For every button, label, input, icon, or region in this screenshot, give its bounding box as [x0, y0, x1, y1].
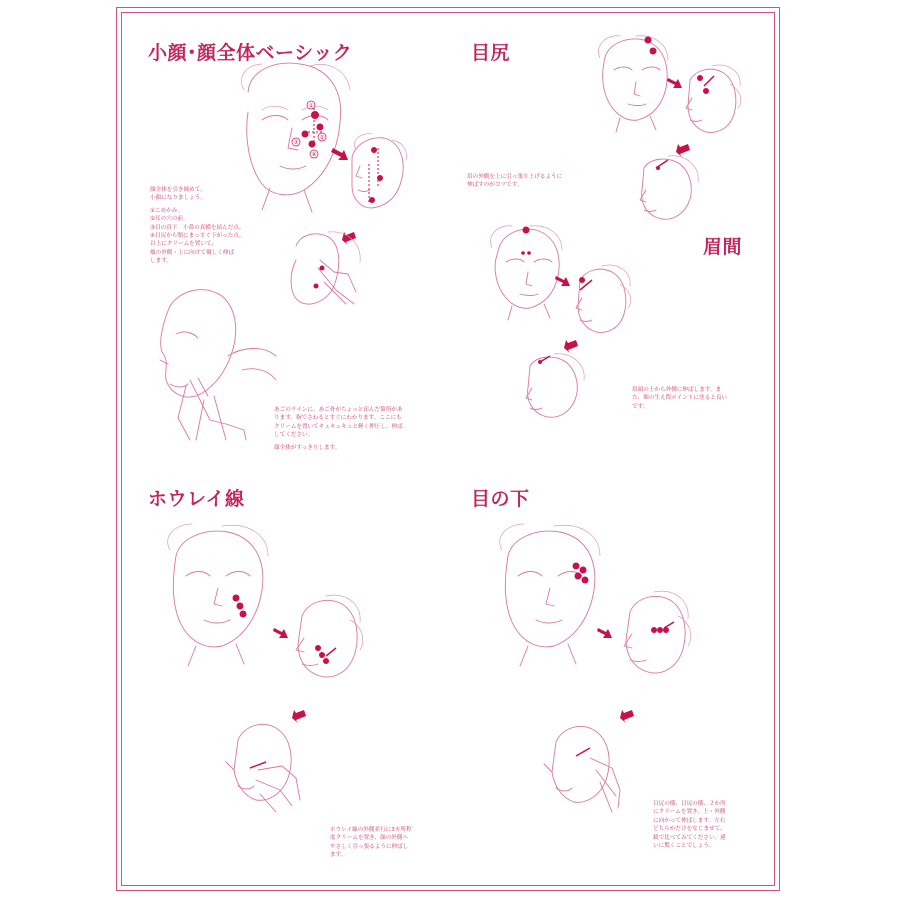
glabella-description	[632, 386, 772, 411]
title-basic: 小顔･顔全体ベーシック	[148, 42, 353, 64]
title-glabella: 眉間	[703, 236, 743, 258]
glabella-side-face	[576, 265, 631, 332]
eye-corner-front-face	[599, 36, 668, 132]
arrow-icon	[597, 628, 612, 638]
basic-intro-line: 小顔になりましょう。	[150, 195, 206, 202]
nasolabial-line: ホウレイ線の外側並行に3カ所程	[330, 827, 412, 833]
jaw-note-line: してください。	[274, 432, 314, 439]
marker-3: ③	[293, 140, 299, 146]
basic-step-line: します。	[150, 258, 172, 265]
eye-corner-description	[467, 173, 627, 190]
arrow-icon	[620, 710, 634, 723]
title-eye-corner: 目尻	[471, 42, 511, 64]
eye-corner-line: 伸ばすのがコツです。	[467, 182, 523, 189]
title-nasolabial: ホウレイ線	[148, 488, 245, 510]
nasolabial-line: やさしく引っ張るように伸ばし	[330, 843, 409, 850]
marker-2: ②	[319, 135, 325, 141]
eye-corner-side-face	[686, 65, 741, 132]
basic-description	[150, 186, 280, 266]
arrow-icon	[331, 148, 348, 160]
glabella-line: 眉頭の上から外側に伸ばします。ま	[632, 387, 722, 393]
under-eye-line: 目尻の横、目尻の横、２か所	[653, 801, 726, 807]
basic-step-line: ②耳の穴の前。	[150, 216, 189, 223]
basic-hand-face	[291, 232, 360, 304]
basic-step-line: 頬の外側・上に向けて優しく伸ば	[150, 249, 234, 256]
arrow-icon	[676, 144, 690, 157]
marker-1: ①	[308, 103, 314, 109]
under-eye-line: いに驚くことでしょう。	[653, 843, 715, 850]
nasolabial-side-face	[296, 595, 363, 677]
under-eye-side-face	[624, 591, 691, 673]
basic-jaw-face	[160, 290, 276, 440]
arrow-icon	[555, 276, 570, 286]
basic-jaw-note	[274, 406, 464, 452]
jaw-result-line: 顔全体がすっきりします。	[274, 444, 341, 451]
arrow-icon	[564, 340, 578, 353]
basic-step-line: ④目尻から顎にまっすぐ下がった点。	[150, 233, 245, 240]
glabella-front-face	[491, 226, 562, 320]
jaw-note-line: あごのラインに、あご骨がちょっと窪んだ箇所があ	[274, 407, 403, 413]
under-eye-description	[653, 800, 765, 850]
under-eye-line: どちらかだけをなじませて、	[653, 826, 726, 833]
under-eye-line: にクリームを置き、上・外側	[653, 809, 726, 816]
glabella-line: た、額の生え際ポイントに塗ると良い	[632, 395, 728, 402]
arrow-icon	[273, 628, 288, 638]
under-eye-hand-face	[544, 726, 620, 812]
jaw-note-line: クリームを置いてキュキュキュと軽く押圧し、伸ば	[274, 423, 403, 430]
under-eye-line: に向かって伸ばします。左右	[653, 817, 726, 824]
under-eye-line: 鏡で比べてみてください。違	[653, 834, 726, 841]
basic-step-line: ①こめかみ。	[150, 207, 184, 214]
title-under-eye: 目の下	[471, 488, 530, 510]
glabella-lower-face	[526, 354, 584, 417]
nasolabial-line: ます。	[330, 852, 347, 859]
marker-4: ④	[311, 152, 317, 158]
nasolabial-description	[330, 826, 460, 860]
glabella-line: です。	[632, 403, 649, 410]
eye-corner-lower-face	[640, 156, 698, 219]
nasolabial-front-face	[168, 524, 268, 666]
basic-step-line: ③目の真下 小鼻の真横を結んだ点。	[150, 224, 245, 231]
arrow-icon	[667, 78, 682, 88]
jaw-note-line: ります。指でさわるとすぐにわかります。ここにも	[274, 415, 402, 422]
basic-intro-line: 顔全体を引き締めて、	[150, 187, 206, 193]
eye-corner-line: 眉の外側を上に引っ張り上げるように	[467, 174, 563, 180]
basic-side-face	[352, 134, 406, 208]
under-eye-front-face	[500, 524, 600, 666]
arrow-icon	[292, 710, 306, 723]
nasolabial-hand-face	[226, 724, 300, 812]
nasolabial-line: 度クリームを置き、顔の外側へ	[330, 835, 409, 842]
basic-step-line: 以上にクリームを置いて、	[150, 241, 218, 248]
